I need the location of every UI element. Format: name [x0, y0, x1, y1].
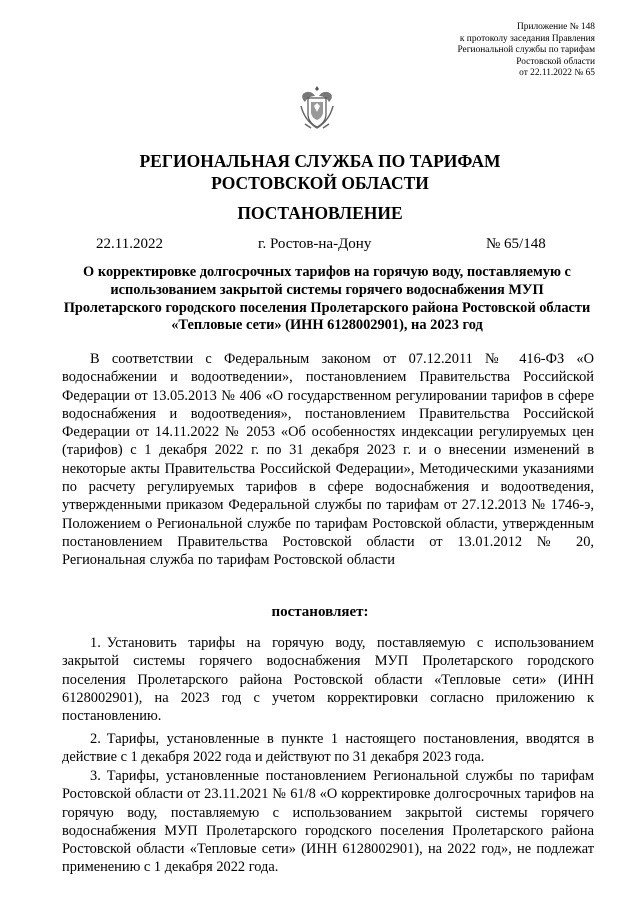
decree-item-3: [62, 767, 594, 877]
item-number: 3.: [90, 768, 101, 784]
appendix-line: Ростовской области: [516, 56, 595, 67]
decree-item-1: [62, 634, 594, 725]
document-subject: О корректировке долгосрочных тарифов на горячую воду, поставляемую с использованием закрытой системы горячего водоснабжения МУП Пролетарского городского поселения Пролетарского района Ростовской области «Тепловые сети» (ИНН 6128002901), на 2023 год: [63, 264, 591, 334]
coat-of-arms-icon: [297, 84, 337, 132]
preamble-paragraph: В соответствии с Федеральным законом от 07.12.2011 № 416-ФЗ «О водоснабжении и водоотведении», постановлением Правительства Российской Федерации от 13.05.2013 № 406 «О государственном регулировании тарифов в сфере водоснабжения и водоотведения», постановлением Правительства Российской Федерации от 14.11.2022 № 2053 «Об особенностях индексации регулируемых цен (тарифов) с 1 декабря 2022 г. по 31 декабря 2023 г. и о внесении изменений в некоторые акты Правительства Российской Федерации», Методическими указаниями по расчету регулируемых тарифов в сфере водоснабжения и водоотведения, утвержденными приказом Федеральной службы по тарифам от 27.12.2013 № 1746-э, Положением о Региональной службе по тарифам Ростовской области, утвержденным постановлением Правительства Ростовской области от 13.01.2012 № 20, Региональная служба по тарифам Ростовской области: [62, 351, 594, 569]
appendix-note: [335, 22, 595, 80]
org-line-1: РЕГИОНАЛЬНАЯ СЛУЖБА ПО ТАРИФАМ: [139, 151, 501, 171]
document-type: ПОСТАНОВЛЕНИЕ: [237, 203, 403, 223]
organization-name: [0, 150, 640, 194]
item-number: 1.: [90, 635, 101, 651]
item-text: Тарифы, установленные в пункте 1 настоящего постановления, вводятся в действие с 1 декабря 2022 года и действуют по 31 декабря 2023 года.: [62, 731, 594, 766]
item-number: 2.: [90, 731, 101, 747]
appendix-line: к протоколу заседания Правления: [459, 33, 595, 44]
decree-item-2: [62, 730, 594, 767]
appendix-line: Региональной службы по тарифам: [457, 45, 595, 56]
document-number: № 65/148: [486, 236, 546, 252]
document-date: 22.11.2022: [96, 236, 163, 252]
item-text: Тарифы, установленные постановлением Региональной службы по тарифам Ростовской области от 23.11.2021 № 61/8 «О корректировке долгосрочных тарифов на горячую воду, поставляемую с использованием закрытой системы горячего водоснабжения МУП Пролетарского городского поселения Пролетарского района Ростовской области «Тепловые сети» (ИНН 6128002901), на 2022 год», не подлежат применению с 1 декабря 2022 года.: [62, 768, 594, 876]
org-line-2: РОСТОВСКОЙ ОБЛАСТИ: [211, 173, 429, 193]
item-text: Установить тарифы на горячую воду, поставляемую с использованием закрытой системы горячего водоснабжения МУП Пролетарского городского поселения Пролетарского района Ростовской области «Тепловые сети» (ИНН 6128002901), на 2023 год с учетом корректировки согласно приложению к постановлению.: [62, 635, 594, 725]
decree-heading: постановляет:: [271, 604, 369, 620]
document-city: г. Ростов-на-Дону: [258, 236, 372, 252]
appendix-line: от 22.11.2022 № 65: [519, 68, 595, 79]
appendix-line: Приложение № 148: [516, 22, 595, 32]
